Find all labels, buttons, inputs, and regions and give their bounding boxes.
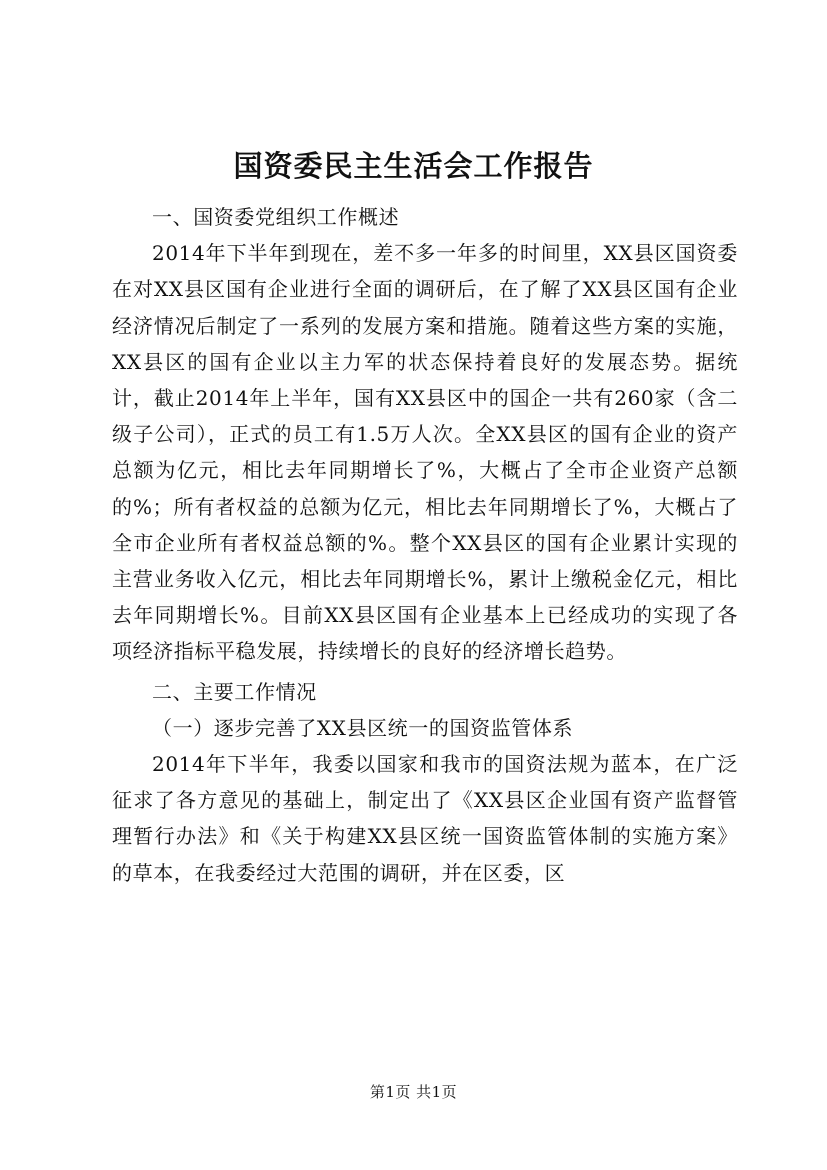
document-title: 国资委民主生活会工作报告 (233, 149, 594, 183)
section-heading-overview: 一、国资委党组织工作概述 (152, 205, 400, 229)
page-footer: 第1页 共1页 (369, 1083, 458, 1101)
document-body (112, 199, 738, 891)
subsection-heading-supervision-system: （一）逐步完善了XX县区统一的国资监管体系 (152, 715, 574, 740)
paragraph-supervision-system: 2014年下半年，我委以国家和我市的国资法规为蓝本，在广泛征求了各方意见的基础上，制定出了《XX县区企业国有资产监督管理暂行办法》和《关于构建XX县区统一国资监管体制的实施方案》的草本，在我委经过大范围的调研，并在区委，区 (112, 752, 738, 885)
paragraph-overview: 2014年下半年到现在，差不多一年多的时间里，XX县区国资委在对XX县区国有企业进行全面的调研后，在了解了XX县区国有企业经济情况后制定了一系列的发展方案和措施。随着这些方案的实施，XX县区的国有企业以主力军的状态保持着良好的发展态势。据统计，截止2014年上半年，国有XX县区中的国企一共有260家（含二级子公司），正式的员工有1.5万人次。全XX县区的国有企业的资产总额为亿元，相比去年同期增长了%，大概占了全市企业资产总额的%；所有者权益的总额为亿元，相比去年同期增长了%，大概占了全市企业所有者权益总额的%。整个XX县区的国有企业累计实现的主营业务收入亿元，相比去年同期增长%，累计上缴税金亿元，相比去年同期增长%。目前XX县区国有企业基本上已经成功的实现了各项经济指标平稳发展，持续增长的良好的经济增长趋势。 (112, 241, 738, 664)
section-heading-main-work: 二、主要工作情况 (152, 679, 317, 704)
